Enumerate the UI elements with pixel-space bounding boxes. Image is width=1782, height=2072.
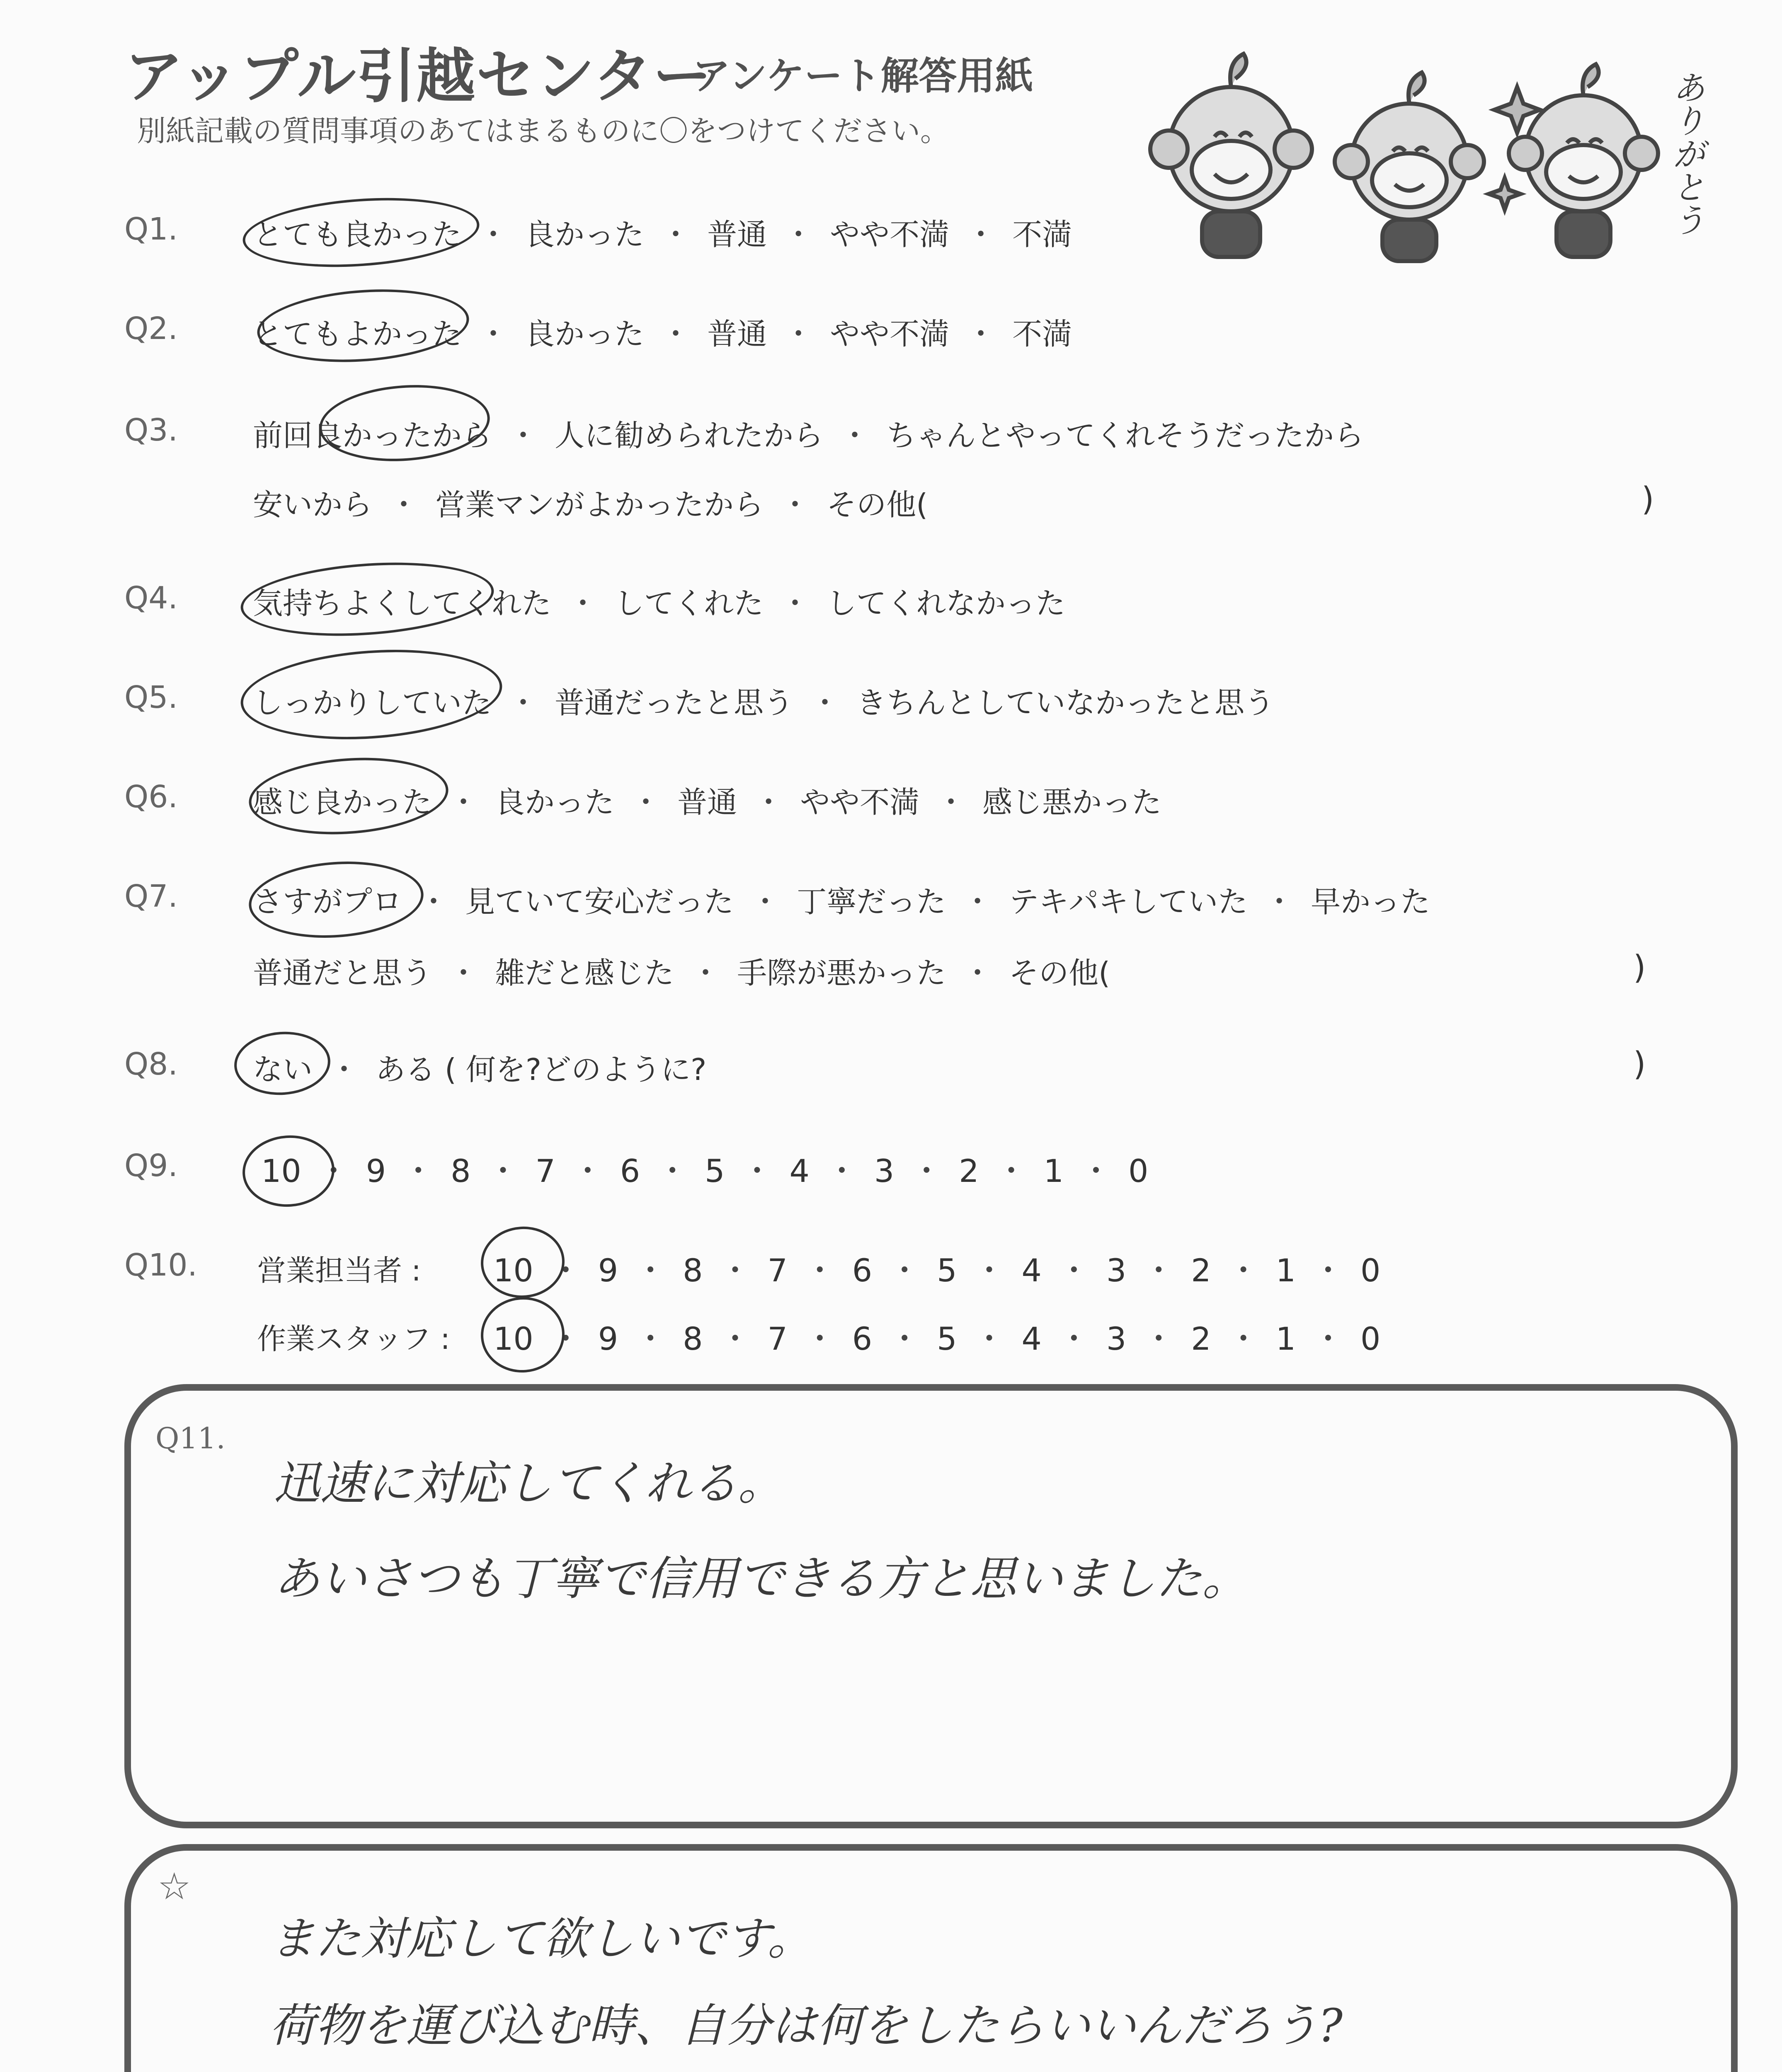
q9-score-10[interactable]: 10 — [261, 1152, 301, 1189]
q2-option-4[interactable]: やや不満 — [830, 317, 950, 351]
q7-option-6[interactable]: 普通だと思う — [253, 956, 432, 990]
q8-number: Q8. — [124, 1046, 178, 1082]
q10-sales-score-9[interactable]: 9 — [598, 1252, 618, 1289]
q9-score-9[interactable]: 9 — [366, 1152, 386, 1189]
comment-line-2: 荷物を運び込む時、自分は何をしたらいいんだろう? — [269, 1999, 1343, 2052]
q8-options: ない ・ ある ( 何を?どのように? — [253, 1052, 707, 1087]
q10-sales-score-2[interactable]: 2 — [1191, 1252, 1211, 1289]
q2-option-2[interactable]: 良かった — [525, 317, 645, 351]
q1-option-1[interactable]: とても良かった — [253, 217, 462, 252]
q9-number: Q9. — [124, 1148, 178, 1184]
q10-sales-score-8[interactable]: 8 — [683, 1252, 703, 1289]
q6-option-1[interactable]: 感じ良かった — [253, 785, 432, 820]
q2-option-1[interactable]: とてもよかった — [253, 317, 462, 351]
q7-number: Q7. — [124, 879, 178, 914]
mascot-illustration — [1144, 37, 1724, 269]
q9-score-5[interactable]: 5 — [705, 1152, 725, 1189]
form-title: アップル引越センター — [124, 42, 713, 111]
q5-options: しっかりしていた ・ 普通だったと思う ・ きちんとしていなかったと思う — [253, 685, 1275, 720]
q8-option-2[interactable]: ある ( 何を?どのように? — [376, 1052, 707, 1087]
q6-option-4[interactable]: やや不満 — [800, 785, 920, 820]
q7-option-1[interactable]: さすがプロ — [253, 884, 402, 919]
q3-close-paren: ) — [1641, 481, 1654, 518]
q10-sales-score-7[interactable]: 7 — [767, 1252, 788, 1289]
q10-staff-score-4[interactable]: 4 — [1021, 1320, 1042, 1357]
q7-close-paren: ) — [1633, 949, 1646, 986]
q5-number: Q5. — [124, 680, 178, 715]
q4-number: Q4. — [124, 580, 178, 616]
q11-label: Q11. — [155, 1421, 225, 1455]
q10-sales-label: 営業担当者 : — [257, 1254, 421, 1288]
q7-options-line1: さすがプロ ・ 見ていて安心だった ・ 丁寧だった ・ テキパキしていた ・ 早かった — [253, 884, 1430, 919]
q9-score-6[interactable]: 6 — [620, 1152, 640, 1189]
q10-sales-score-6[interactable]: 6 — [852, 1252, 873, 1289]
q5-option-1[interactable]: しっかりしていた — [253, 685, 492, 720]
q3-option-3[interactable]: ちゃんとやってくれそうだったから — [886, 418, 1364, 453]
q9-score-4[interactable]: 4 — [789, 1152, 810, 1189]
instruction-text: 別紙記載の質問事項のあてはまるものに〇をつけてください。 — [137, 114, 949, 148]
q10-staff-score-8[interactable]: 8 — [683, 1320, 703, 1357]
q9-score-2[interactable]: 2 — [959, 1152, 979, 1189]
q9-score-1[interactable]: 1 — [1043, 1152, 1064, 1189]
q9-score-7[interactable]: 7 — [535, 1152, 555, 1189]
q10-sales-scores: 10 ・ 9 ・ 8 ・ 7 ・ 6 ・ 5 ・ 4 ・ 3 ・ 2 ・ 1 ・ 0 — [493, 1252, 1381, 1289]
q5-option-2[interactable]: 普通だったと思う — [555, 685, 794, 720]
mascot-caption: ありがとう — [1667, 70, 1705, 236]
q7-option-4[interactable]: テキパキしていた — [1009, 884, 1248, 919]
q10-staff-scores: 10 ・ 9 ・ 8 ・ 7 ・ 6 ・ 5 ・ 4 ・ 3 ・ 2 ・ 1 ・ 0 — [493, 1320, 1381, 1357]
q3-option-4[interactable]: 安いから — [253, 487, 373, 522]
star-label: ☆ — [158, 1865, 191, 1908]
q11-answer-line-1: 迅速に対応してくれる。 — [274, 1457, 784, 1510]
q10-staff-score-1[interactable]: 1 — [1275, 1320, 1296, 1357]
q9-score-8[interactable]: 8 — [451, 1152, 471, 1189]
q6-option-3[interactable]: 普通 — [677, 785, 737, 820]
q10-staff-score-3[interactable]: 3 — [1106, 1320, 1127, 1357]
q10-staff-score-5[interactable]: 5 — [937, 1320, 957, 1357]
q10-sales-score-5[interactable]: 5 — [937, 1252, 957, 1289]
q6-options: 感じ良かった ・ 良かった ・ 普通 ・ やや不満 ・ 感じ悪かった — [253, 785, 1162, 820]
q1-option-5[interactable]: 不満 — [1012, 217, 1072, 252]
q7-option-2[interactable]: 見ていて安心だった — [465, 884, 734, 919]
q2-number: Q2. — [124, 311, 178, 346]
q4-option-3[interactable]: してくれなかった — [827, 586, 1066, 621]
q8-option-1[interactable]: ない — [253, 1052, 313, 1087]
q9-scores: 10 ・ 9 ・ 8 ・ 7 ・ 6 ・ 5 ・ 4 ・ 3 ・ 2 ・ 1 ・ 0 — [261, 1152, 1149, 1189]
q4-option-2[interactable]: してくれた — [614, 586, 764, 621]
q10-staff-score-6[interactable]: 6 — [852, 1320, 873, 1357]
q10-number: Q10. — [124, 1247, 197, 1283]
q10-sales-score-4[interactable]: 4 — [1021, 1252, 1042, 1289]
q1-number: Q1. — [124, 211, 178, 247]
q7-options-line2: 普通だと思う ・ 雑だと感じた ・ 手際が悪かった ・ その他( — [253, 956, 1110, 990]
q7-option-7[interactable]: 雑だと感じた — [495, 956, 674, 990]
q1-option-4[interactable]: やや不満 — [830, 217, 950, 252]
q10-sales-score-10[interactable]: 10 — [493, 1252, 533, 1289]
q3-option-6[interactable]: その他( — [827, 487, 928, 522]
q6-option-5[interactable]: 感じ悪かった — [982, 785, 1162, 820]
q4-options: 気持ちよくしてくれた ・ してくれた ・ してくれなかった — [253, 586, 1066, 621]
comment-line-1: また対応して欲しいです。 — [269, 1912, 813, 1965]
q2-option-5[interactable]: 不満 — [1012, 317, 1072, 351]
q3-options-line2: 安いから ・ 営業マンがよかったから ・ その他( — [253, 487, 928, 522]
q3-options-line1: 前回良かったから ・ 人に勧められたから ・ ちゃんとやってくれそうだったから — [253, 418, 1364, 453]
q1-option-2[interactable]: 良かった — [525, 217, 645, 252]
q7-option-5[interactable]: 早かった — [1311, 884, 1430, 919]
q7-option-9[interactable]: その他( — [1009, 956, 1110, 990]
q3-option-2[interactable]: 人に勧められたから — [555, 418, 824, 453]
q2-option-3[interactable]: 普通 — [707, 317, 767, 351]
q10-staff-score-7[interactable]: 7 — [767, 1320, 788, 1357]
q10-staff-score-10[interactable]: 10 — [493, 1320, 533, 1357]
q3-option-5[interactable]: 営業マンがよかったから — [435, 487, 764, 522]
q11-answer-line-2: あいさつも丁寧で信用できる方と思いました。 — [274, 1552, 1249, 1606]
q6-number: Q6. — [124, 779, 178, 815]
q4-option-1[interactable]: 気持ちよくしてくれた — [253, 586, 552, 621]
q10-sales-score-3[interactable]: 3 — [1106, 1252, 1127, 1289]
q10-staff-score-0[interactable]: 0 — [1360, 1320, 1381, 1357]
q1-option-3[interactable]: 普通 — [707, 217, 767, 252]
q3-option-1[interactable]: 前回良かったから — [253, 418, 492, 453]
q6-option-2[interactable]: 良かった — [495, 785, 615, 820]
q1-options: とても良かった ・ 良かった ・ 普通 ・ やや不満 ・ 不満 — [253, 217, 1072, 252]
q5-option-3[interactable]: きちんとしていなかったと思う — [856, 685, 1275, 720]
q7-option-3[interactable]: 丁寧だった — [797, 884, 946, 919]
q9-score-0[interactable]: 0 — [1128, 1152, 1149, 1189]
q2-options: とてもよかった ・ 良かった ・ 普通 ・ やや不満 ・ 不満 — [253, 317, 1072, 351]
q9-score-3[interactable]: 3 — [874, 1152, 895, 1189]
q3-number: Q3. — [124, 412, 178, 448]
q10-staff-label: 作業スタッフ : — [257, 1322, 450, 1356]
q10-staff-score-9[interactable]: 9 — [598, 1320, 618, 1357]
q7-option-8[interactable]: 手際が悪かった — [737, 956, 946, 990]
q10-sales-score-0[interactable]: 0 — [1360, 1252, 1381, 1289]
form-subtitle: アンケート解答用紙 — [692, 54, 1033, 98]
q10-staff-score-2[interactable]: 2 — [1191, 1320, 1211, 1357]
q10-sales-score-1[interactable]: 1 — [1275, 1252, 1296, 1289]
q8-close-paren: ) — [1633, 1046, 1646, 1083]
